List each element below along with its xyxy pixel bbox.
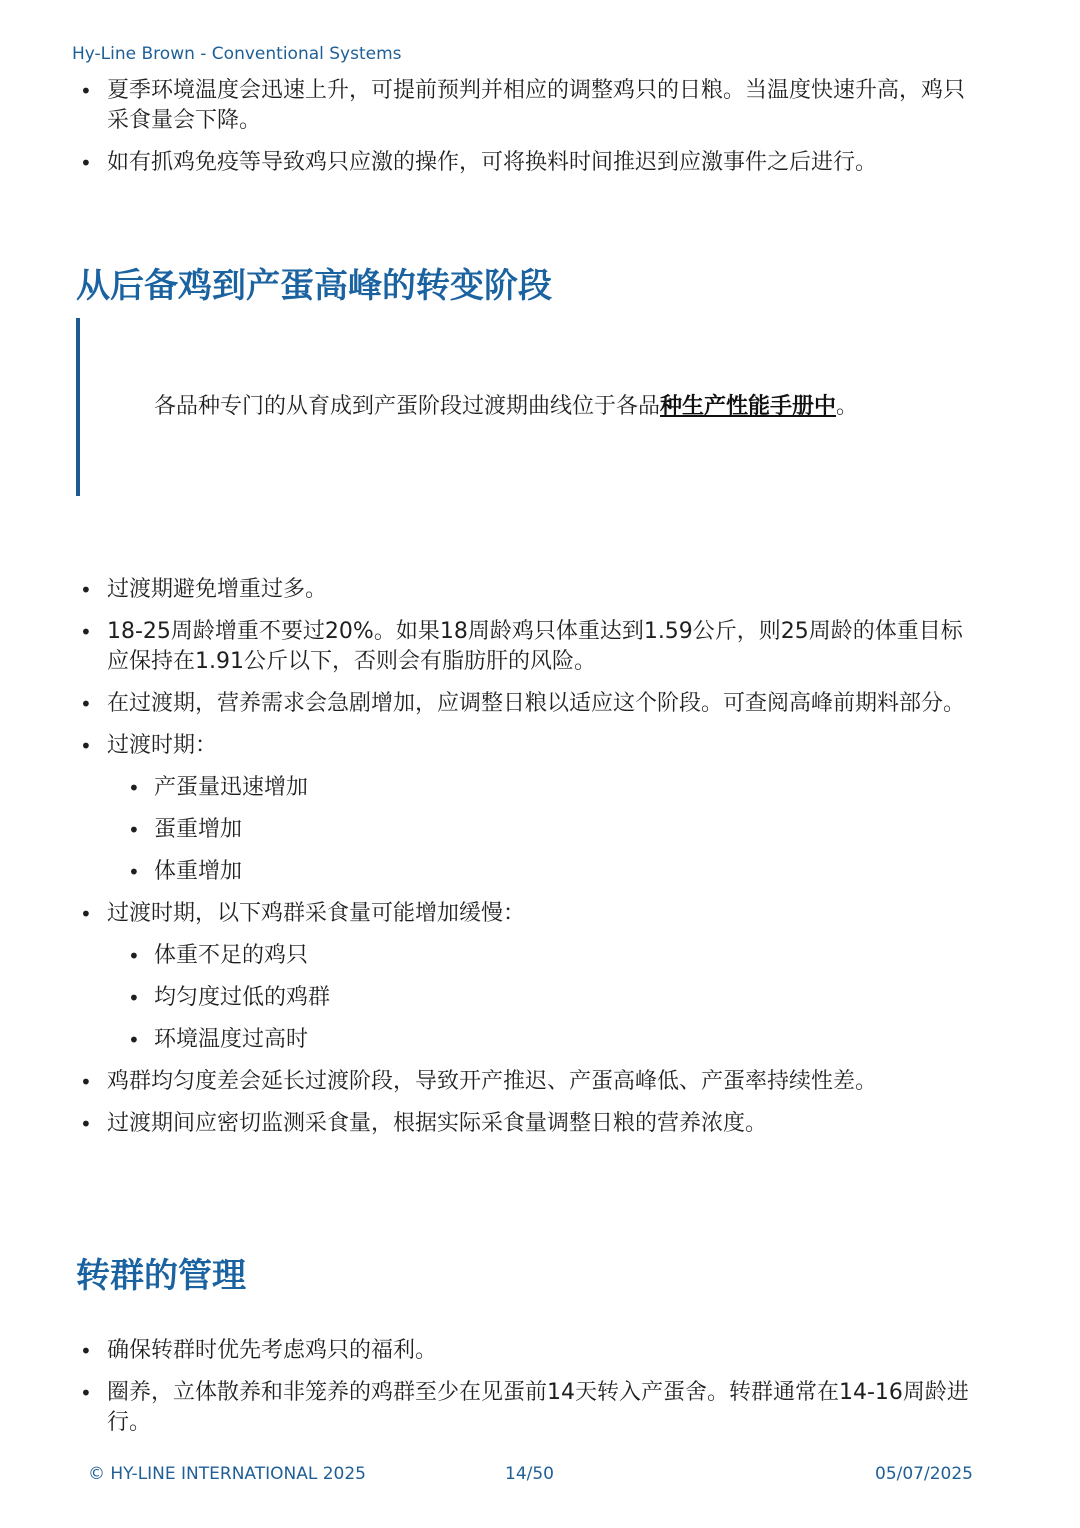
sub-bullet-item: • 体重增加 xyxy=(80,857,980,887)
bullet-item: • 18-25周龄增重不要过20%。如果18周龄鸡只体重达到1.59公斤，则25周龄的体重目标应保持在1.91公斤以下，否则会有脂肪肝的风险。 xyxy=(80,617,980,677)
bullet-item: • 夏季环境温度会迅速上升，可提前预判并相应的调整鸡只的日粮。当温度快速升高，鸡只采食量会下降。 xyxy=(80,76,980,136)
bullet-item: • 过渡时期： xyxy=(80,731,980,761)
sub-bullet-item: • 产蛋量迅速增加 xyxy=(80,773,980,803)
sub-bullet-item: • 环境温度过高时 xyxy=(80,1025,980,1055)
running-header: Hy-Line Brown - Conventional Systems xyxy=(72,44,402,64)
callout-text-before: 各品种专门的从育成到产蛋阶段过渡期曲线位于各品 xyxy=(154,394,661,419)
callout-text xyxy=(154,392,858,422)
sub-bullet-item: • 均匀度过低的鸡群 xyxy=(80,983,980,1013)
intro-bullet-list xyxy=(80,76,980,190)
bullet-item: • 鸡群均匀度差会延长过渡阶段，导致开产推迟、产蛋高峰低、产蛋率持续性差。 xyxy=(80,1067,980,1097)
callout-text-after: 。 xyxy=(836,394,859,419)
section-heading-transfer: 转群的管理 xyxy=(76,1256,246,1296)
bullet-item: • 圈养，立体散养和非笼养的鸡群至少在见蛋前14天转入产蛋舍。转群通常在14-16周龄进行。 xyxy=(80,1378,980,1438)
sub-bullet-item: • 蛋重增加 xyxy=(80,815,980,845)
transition-bullet-list xyxy=(80,575,980,1151)
section-heading-transition: 从后备鸡到产蛋高峰的转变阶段 xyxy=(76,266,552,306)
transfer-bullet-list xyxy=(80,1336,980,1450)
performance-manual-link[interactable]: 种生产性能手册中 xyxy=(660,394,837,419)
bullet-item: • 确保转群时优先考虑鸡只的福利。 xyxy=(80,1336,980,1366)
footer-date: 05/07/2025 xyxy=(875,1464,973,1484)
footer-page-number: 14/50 xyxy=(505,1464,554,1484)
bullet-item: • 过渡期避免增重过多。 xyxy=(80,575,980,605)
sub-bullet-item: • 体重不足的鸡只 xyxy=(80,941,980,971)
bullet-item: • 如有抓鸡免疫等导致鸡只应激的操作，可将换料时间推迟到应激事件之后进行。 xyxy=(80,148,980,178)
footer-copyright: © HY-LINE INTERNATIONAL 2025 xyxy=(88,1464,366,1484)
bullet-item: • 过渡期间应密切监测采食量，根据实际采食量调整日粮的营养浓度。 xyxy=(80,1109,980,1139)
callout-box xyxy=(76,318,980,496)
bullet-item: • 在过渡期，营养需求会急剧增加，应调整日粮以适应这个阶段。可查阅高峰前期料部分。 xyxy=(80,689,980,719)
bullet-item: • 过渡时期，以下鸡群采食量可能增加缓慢： xyxy=(80,899,980,929)
